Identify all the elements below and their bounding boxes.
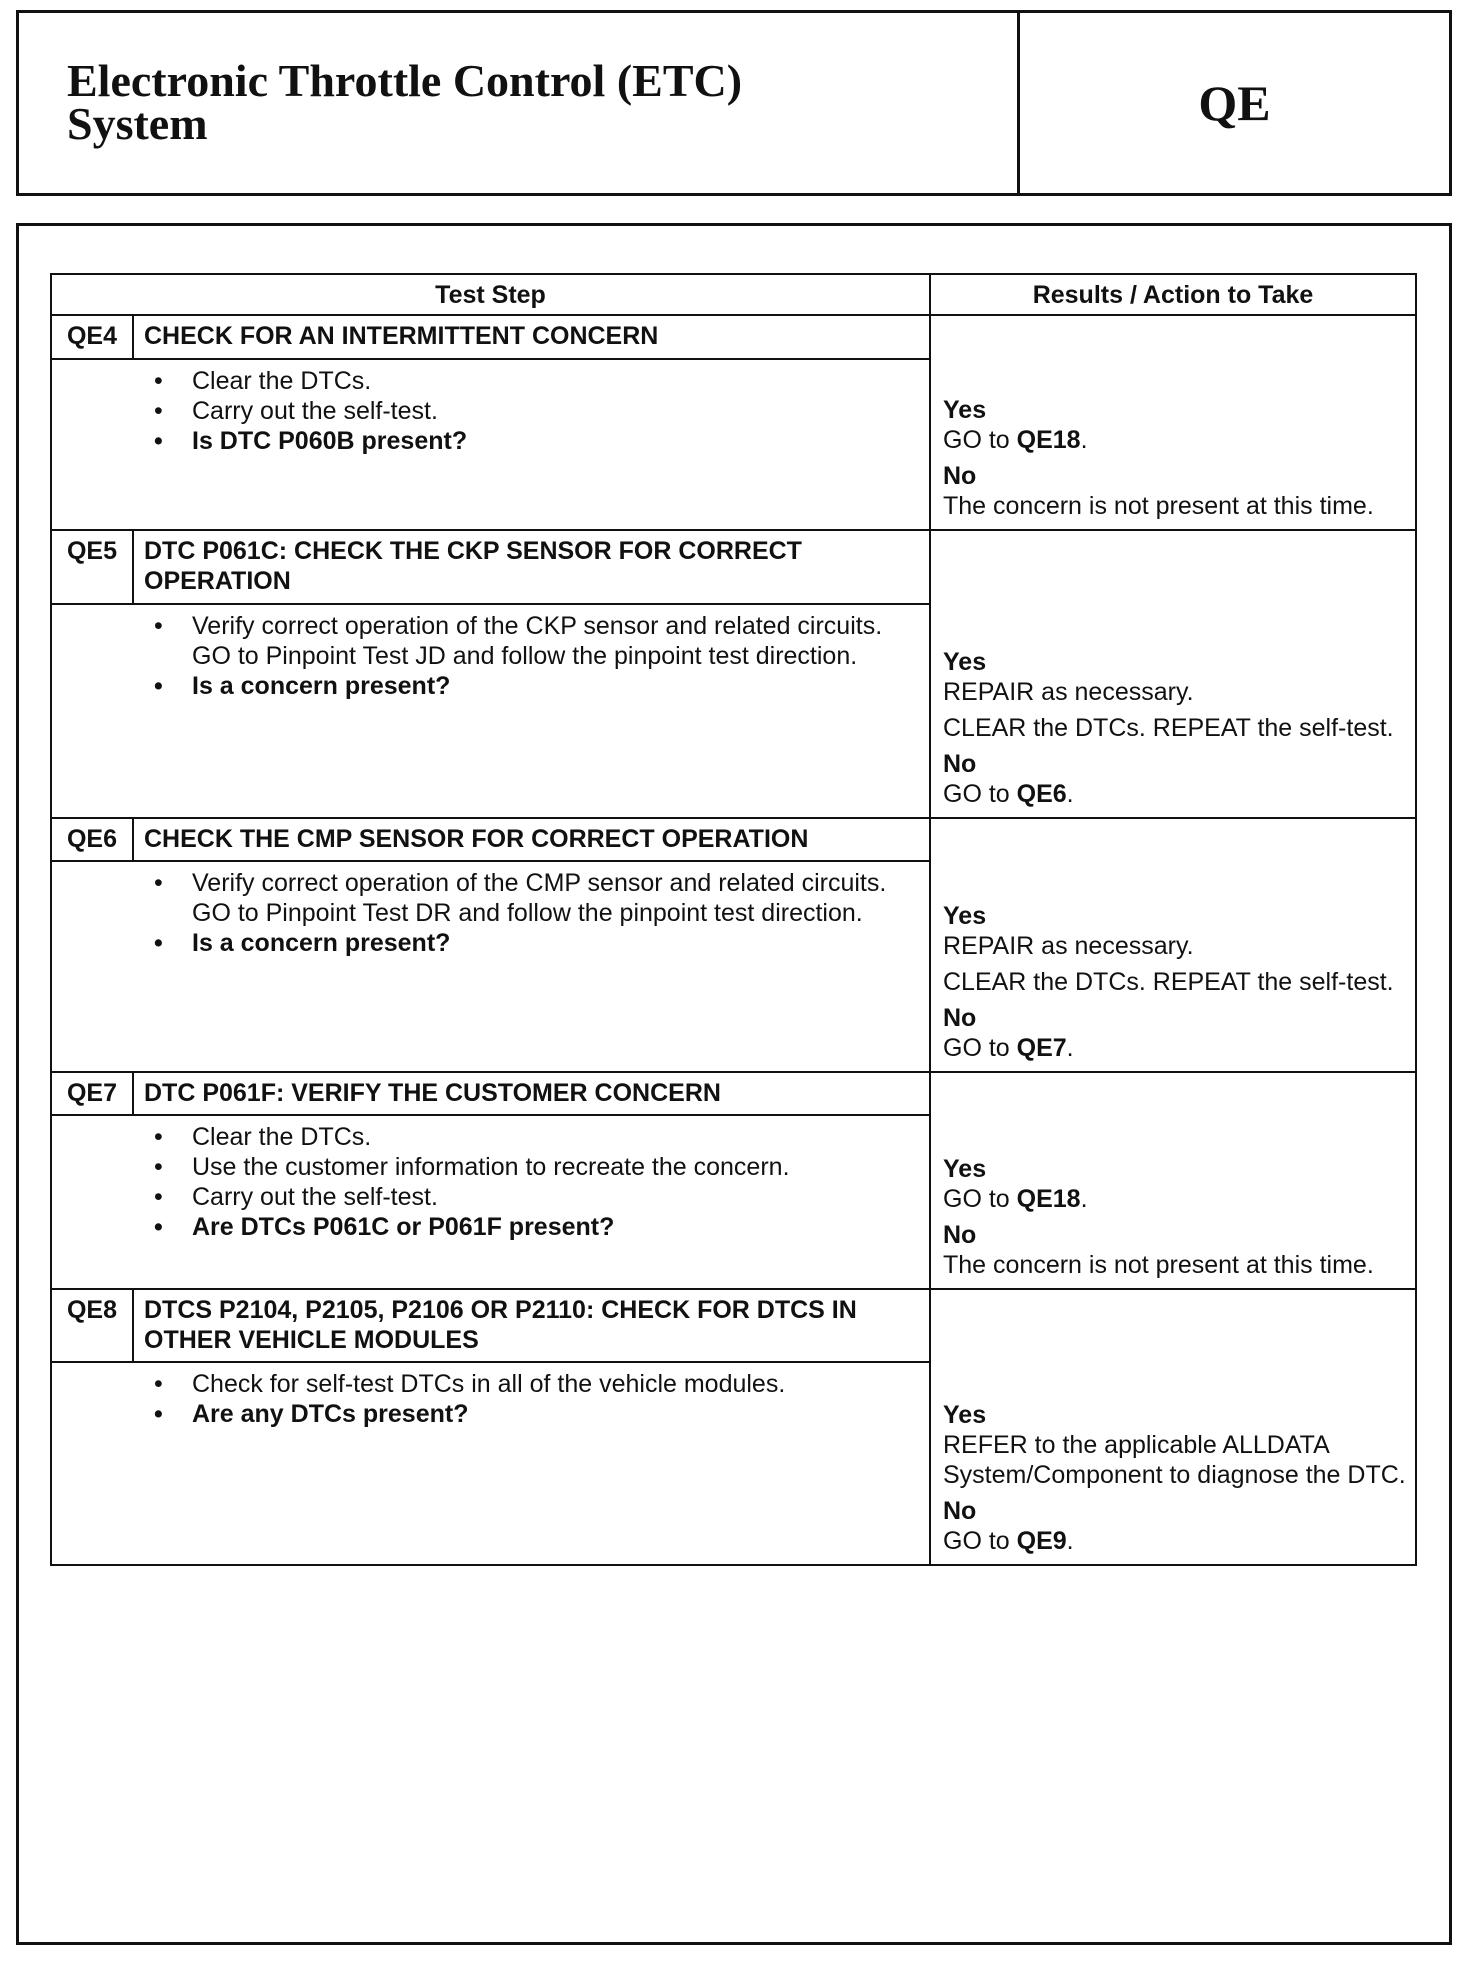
header-test-step: Test Step [51, 274, 930, 315]
step-question: • Is a concern present? [192, 928, 929, 958]
yes-label: Yes [943, 396, 987, 424]
instruction-item: • Clear the DTCs. [192, 366, 929, 396]
no-action: The concern is not present at this time. [943, 1251, 1374, 1279]
yes-action: GO to QE18. [943, 1185, 1088, 1213]
step-id: QE8 [51, 1289, 133, 1362]
yes-action: REFER to the applicable ALLDATA System/Component to diagnose the DTC. [943, 1431, 1406, 1489]
step-question: • Is DTC P060B present? [192, 426, 929, 456]
yes-action-2: CLEAR the DTCs. REPEAT the self-test. [943, 968, 1394, 996]
yes-label: Yes [943, 902, 987, 930]
step-title: DTC P061C: CHECK THE CKP SENSOR FOR CORRECT OPERATION [133, 530, 930, 604]
step-title: DTCS P2104, P2105, P2106 OR P2110: CHECK FOR DTCS IN OTHER VEHICLE MODULES [133, 1289, 930, 1362]
step-question: • Are DTCs P061C or P061F present? [192, 1212, 929, 1242]
yes-action-2: CLEAR the DTCs. REPEAT the self-test. [943, 714, 1394, 742]
instruction-item: • Verify correct operation of the CKP sensor and related circuits. GO to Pinpoint Test JD and follow the pinpoint test direction. [192, 611, 929, 671]
step-results [930, 530, 1416, 818]
instruction-item: • Carry out the self-test. [192, 1182, 929, 1212]
step-title-row [51, 1072, 1416, 1115]
go-to-text: GO to [943, 1527, 1017, 1555]
no-action: The concern is not present at this time. [943, 492, 1374, 520]
step-title: CHECK FOR AN INTERMITTENT CONCERN [133, 315, 930, 359]
step-id: QE4 [51, 315, 133, 359]
content-frame [16, 223, 1452, 1945]
instruction-item: • Clear the DTCs. [192, 1122, 929, 1152]
yes-label: Yes [943, 1401, 987, 1429]
go-to-text: GO to [943, 1185, 1017, 1213]
go-to-text: GO to [943, 780, 1017, 808]
no-label: No [943, 750, 977, 778]
step-title: DTC P061F: VERIFY THE CUSTOMER CONCERN [133, 1072, 930, 1115]
instruction-item: • Verify correct operation of the CMP sensor and related circuits. GO to Pinpoint Test DR and follow the pinpoint test direction. [192, 868, 929, 928]
title-line-2: System [67, 98, 208, 149]
step-question: • Is a concern present? [192, 671, 929, 701]
step-body [51, 861, 930, 1072]
step-instructions [52, 366, 929, 456]
step-body [51, 359, 930, 530]
title-line-1: Electronic Throttle Control (ETC) [67, 55, 743, 106]
step-title-row [51, 315, 1416, 359]
step-instructions [52, 868, 929, 958]
step-results [930, 818, 1416, 1072]
test-step-table [50, 273, 1417, 1566]
step-id: QE5 [51, 530, 133, 604]
step-instructions [52, 1122, 929, 1242]
section-title [67, 55, 743, 149]
step-ref-link[interactable]: QE7 [1016, 1034, 1067, 1062]
step-id: QE6 [51, 818, 133, 861]
step-body [51, 1115, 930, 1289]
step-title-row [51, 1289, 1416, 1362]
step-results [930, 1289, 1416, 1565]
go-to-text: GO to [943, 1034, 1017, 1062]
step-id: QE7 [51, 1072, 133, 1115]
yes-action: REPAIR as necessary. [943, 932, 1194, 960]
step-instructions [52, 1369, 929, 1429]
header-results: Results / Action to Take [930, 274, 1416, 315]
step-instructions [52, 611, 929, 701]
step-title-row [51, 530, 1416, 604]
instruction-item: • Carry out the self-test. [192, 396, 929, 426]
instruction-item: • Check for self-test DTCs in all of the vehicle modules. [192, 1369, 929, 1399]
no-action: GO to QE6. [943, 780, 1074, 808]
no-action: GO to QE9. [943, 1527, 1074, 1555]
step-body [51, 604, 930, 818]
no-label: No [943, 1221, 977, 1249]
no-label: No [943, 1004, 977, 1032]
step-title: CHECK THE CMP SENSOR FOR CORRECT OPERATION [133, 818, 930, 861]
section-code: QE [1198, 75, 1271, 131]
step-results [930, 1072, 1416, 1289]
no-action: GO to QE7. [943, 1034, 1074, 1062]
instruction-item: • Use the customer information to recreate the concern. [192, 1152, 929, 1182]
step-body [51, 1362, 930, 1565]
step-results [930, 315, 1416, 530]
no-label: No [943, 462, 977, 490]
yes-action: REPAIR as necessary. [943, 678, 1194, 706]
step-question: • Are any DTCs present? [192, 1399, 929, 1429]
no-label: No [943, 1497, 977, 1525]
yes-label: Yes [943, 648, 987, 676]
go-to-text: GO to [943, 426, 1017, 454]
page-header [16, 10, 1452, 196]
step-title-row [51, 818, 1416, 861]
step-ref-link[interactable]: QE18 [1016, 426, 1081, 454]
step-ref-link[interactable]: QE18 [1016, 1185, 1081, 1213]
yes-label: Yes [943, 1155, 987, 1183]
step-ref-link[interactable]: QE6 [1016, 780, 1067, 808]
table-header-row [51, 274, 1416, 315]
yes-action: GO to QE18. [943, 426, 1088, 454]
step-ref-link[interactable]: QE9 [1016, 1527, 1067, 1555]
